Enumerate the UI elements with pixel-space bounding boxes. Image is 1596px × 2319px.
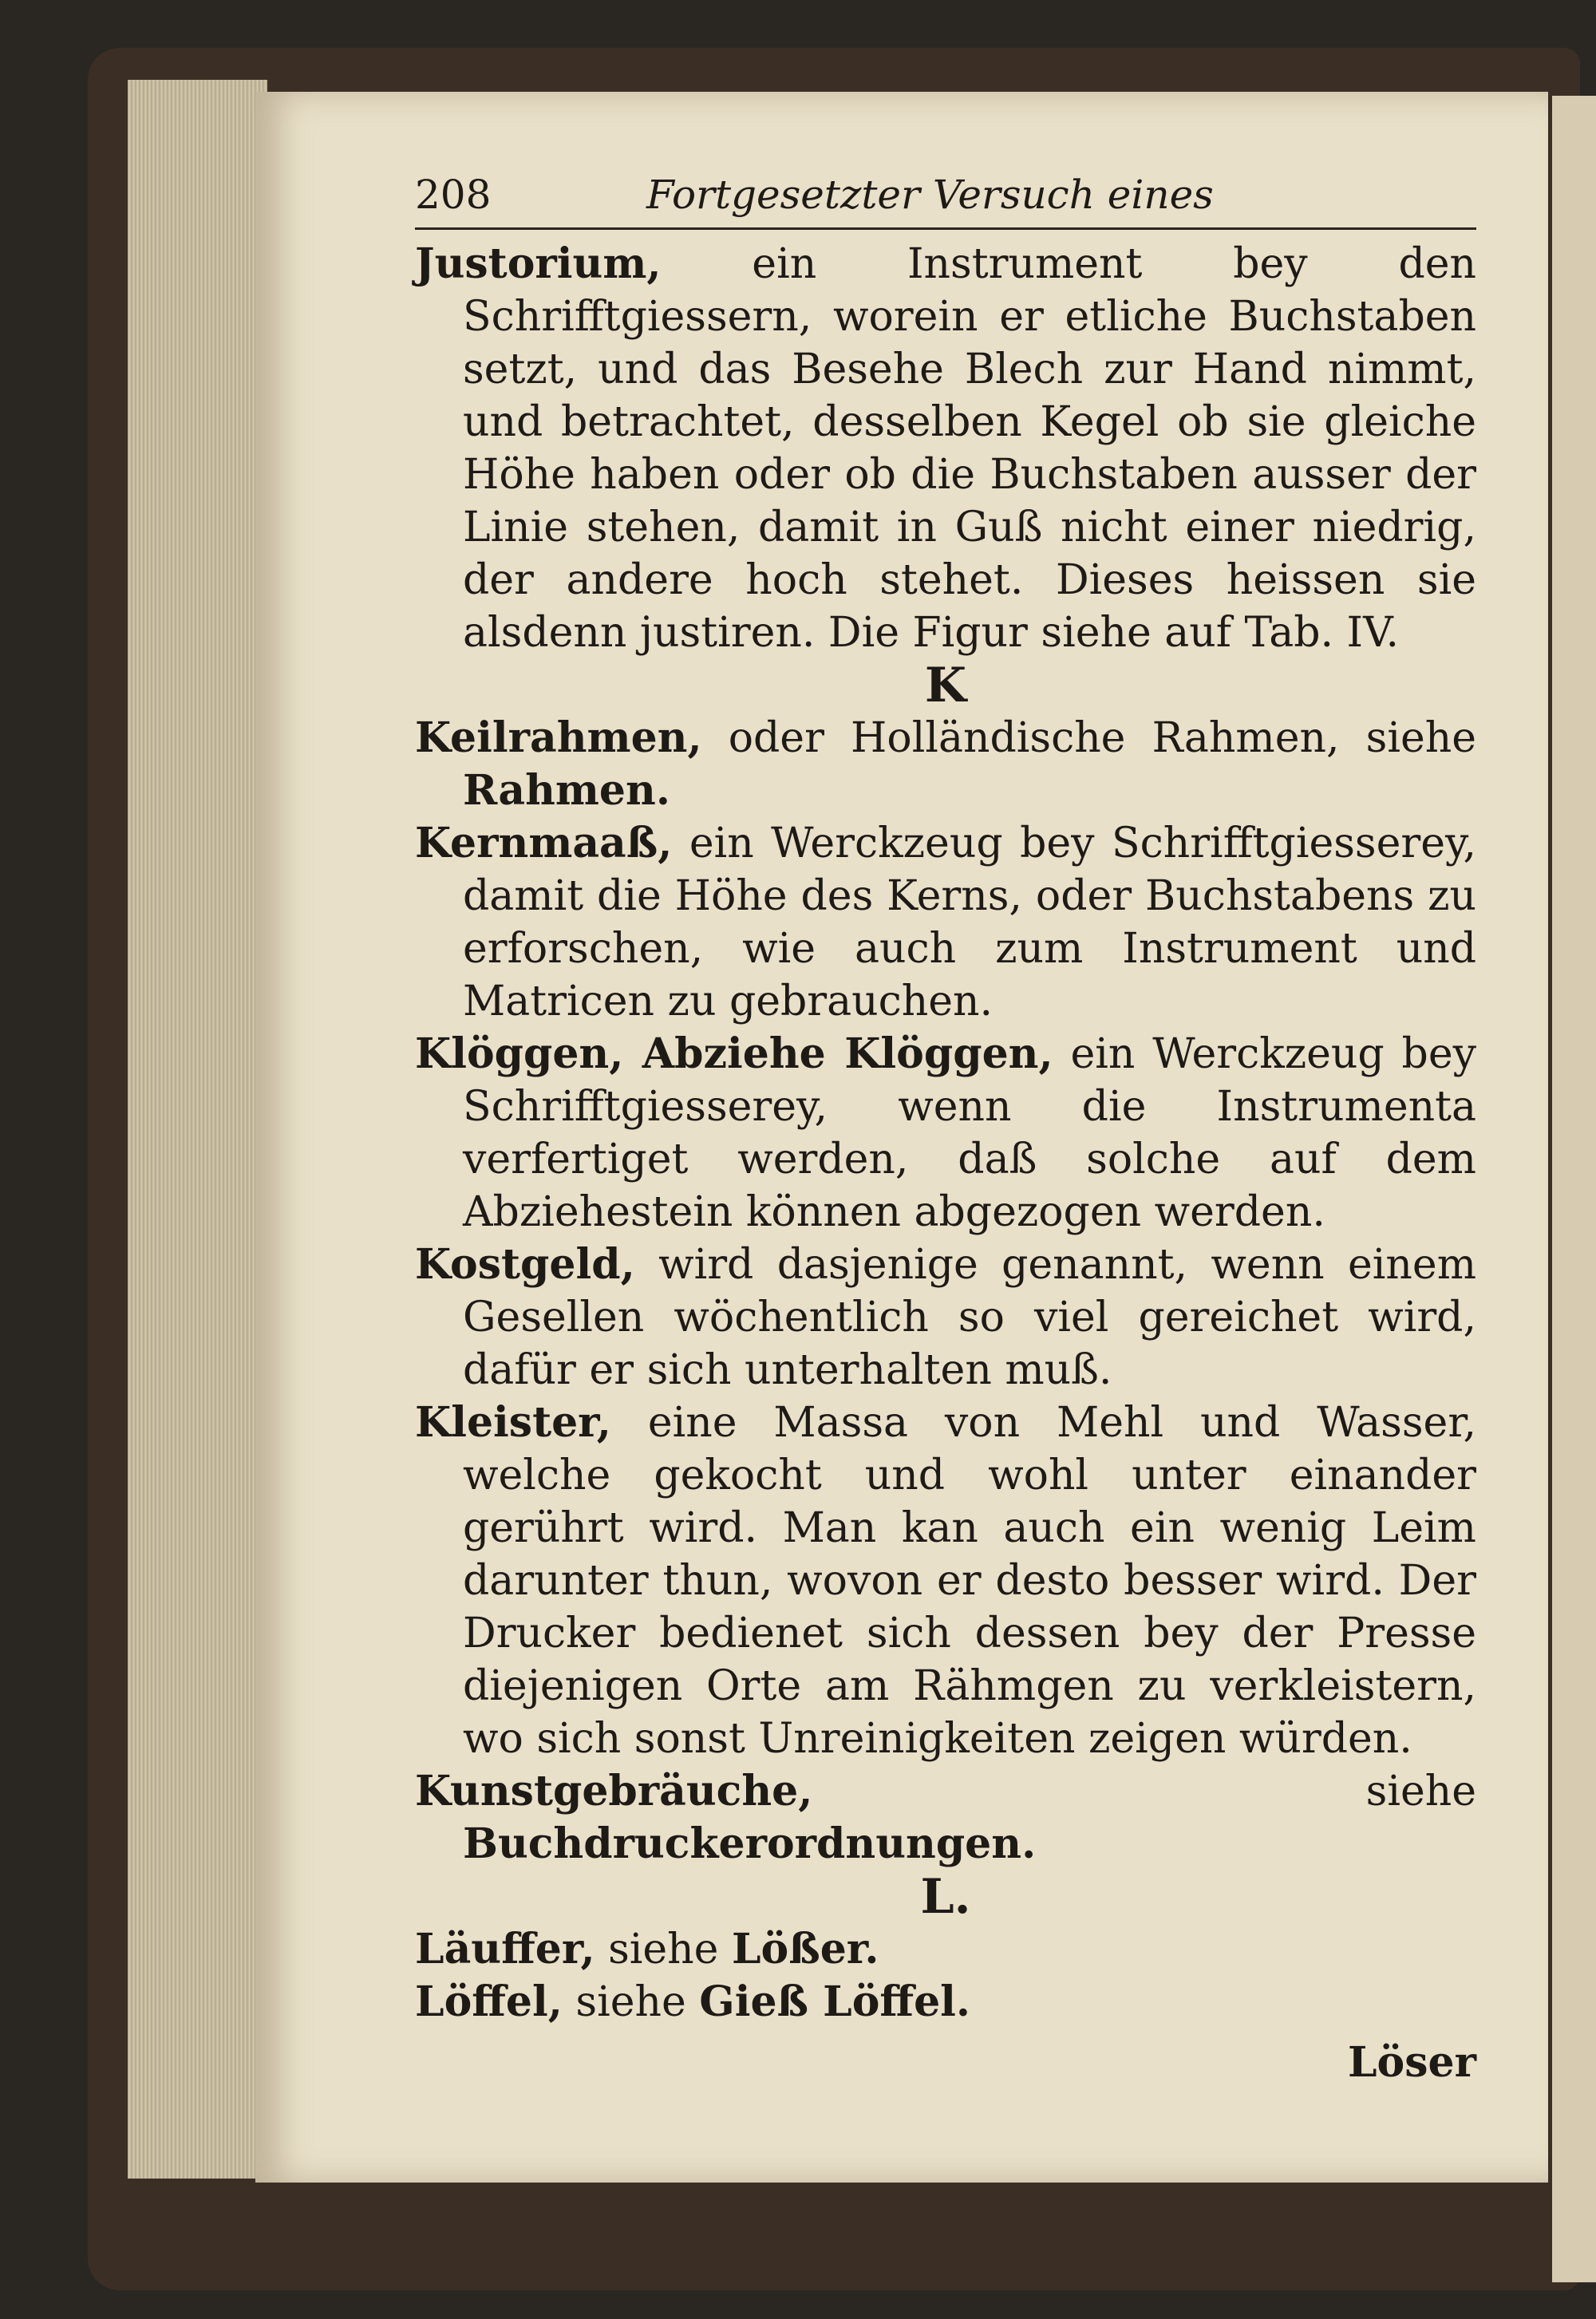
entry-text: ein Werckzeug bey Schrifftgiesserey, wenn die Instrumenta verfertiget werden, daß solche auf dem Abziehestein können abgezogen werden. xyxy=(463,1030,1476,1236)
page-header xyxy=(415,172,1476,230)
entry-text: eine Massa von Mehl und Wasser, welche gekocht und wohl unter einander gerührt wird. Man kan auch ein wenig Leim darunter thun, wovon er desto besser wird. Der Drucker bedienet sich dessen bey der Presse diejenigen Orte am Rähmgen zu verkleistern, wo sich sonst Unreinigkeiten zeigen würden. xyxy=(463,1399,1477,1763)
section-letter-l: L. xyxy=(920,1869,971,1925)
headword: Justorium, xyxy=(415,239,662,288)
headword: Kunstgebräuche, xyxy=(415,1767,813,1815)
entry-text: ein Werckzeug bey Schrifftgiesserey, damit die Höhe des Kerns, oder Buchstabens zu erforschen, wie auch zum Instrument und Matricen zu gebrauchen. xyxy=(463,820,1476,1025)
section-letter-k: K xyxy=(924,658,967,713)
cross-reference: Gieß Löffel. xyxy=(699,1977,971,2026)
page-edges xyxy=(128,80,267,2179)
entry-justorium xyxy=(415,238,1476,659)
entry-kunstgebraeuche xyxy=(415,1765,1476,1871)
cross-reference: Lößer. xyxy=(731,1925,879,1973)
page-number: 208 xyxy=(415,172,492,218)
entry-loeffel xyxy=(415,1976,1476,2029)
cross-reference: Buchdruckerordnungen. xyxy=(463,1819,1037,1868)
entry-text: siehe xyxy=(608,1926,719,1973)
headword: Klöggen, Abziehe Klöggen, xyxy=(415,1029,1053,1078)
facing-page-edge xyxy=(1552,96,1596,2282)
cross-reference: Rahmen. xyxy=(463,766,670,815)
entry-keilrahmen xyxy=(415,712,1476,817)
headword: Kostgeld, xyxy=(415,1240,635,1289)
entry-laeuffer xyxy=(415,1923,1476,1976)
running-head: Fortgesetzter Versuch eines xyxy=(646,172,1214,218)
entry-text: ein Instrument bey den Schrifftgiessern, worein er etliche Buchstaben setzt, und das Besehe Blech zur Hand nimmt, und betrachtet, desselben Kegel ob sie gleiche Höhe haben oder ob die Buchstaben ausser der Linie stehen, damit in Guß nicht einer niedrig, der andere hoch stehet. Dieses heissen sie alsdenn justiren. Die Figur siehe auf Tab. IV. xyxy=(463,240,1477,657)
entry-text: siehe xyxy=(575,1978,686,2026)
entries xyxy=(415,238,1476,2089)
entry-kostgeld xyxy=(415,1239,1476,1397)
entry-text: oder Holländische Rahmen, siehe xyxy=(728,714,1476,762)
headword: Läuffer, xyxy=(415,1925,595,1973)
headword: Kernmaaß, xyxy=(415,819,673,867)
headword: Keilrahmen, xyxy=(415,713,702,762)
entry-text: siehe xyxy=(1365,1768,1476,1815)
entry-kloeggen xyxy=(415,1028,1476,1239)
headword: Löffel, xyxy=(415,1977,563,2026)
headword: Kleister, xyxy=(415,1398,611,1447)
entry-kleister xyxy=(415,1397,1476,1765)
catchword: Löser xyxy=(1347,2038,1476,2087)
page-text xyxy=(415,172,1476,2089)
entry-kernmaass xyxy=(415,817,1476,1028)
entry-text: wird dasjenige genannt, wenn einem Gesellen wöchentlich so viel gereichet wird, dafür er sich unterhalten muß. xyxy=(463,1241,1477,1394)
